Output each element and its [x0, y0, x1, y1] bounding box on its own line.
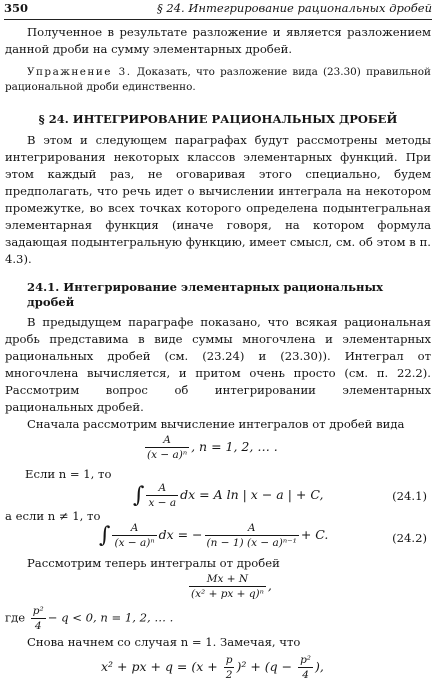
header-rule: [4, 19, 432, 20]
section-title: § 24. ИНТЕГРИРОВАНИЕ РАЦИОНАЛЬНЫХ ДРОБЕЙ: [38, 112, 398, 126]
subsection-para-1: В предыдущем параграфе показано, что всякая рациональная дробь представима в виде суммы многочлена и элементарных рациональных дробей (см. (23.24) и (23.30)). Интеграл от многочлена вычисляется, и притом очень просто (см. п. 22.2). Рассмотрим вопрос об интегрировании элементарных рациональных дробей.: [5, 315, 431, 414]
square-p2-numerator: p²: [300, 654, 312, 666]
page-body: [5, 24, 431, 685]
exercise-text: Доказать, что разложение вида (23.30) правильной рациональной дроби единственно.: [5, 66, 431, 93]
formula-24-1: [5, 467, 431, 507]
eq1-numerator: A: [158, 482, 167, 494]
formula-24-2: [5, 507, 431, 553]
line-integrals: Рассмотрим теперь интегралы от дробей: [27, 556, 280, 570]
running-header: [4, 0, 432, 17]
frac2-numerator: Mx + N: [206, 573, 249, 585]
formula-complete-square: [5, 651, 431, 685]
equation-number-24-2: (24.2): [392, 531, 427, 545]
eq1-denominator: x − a: [148, 497, 177, 509]
frac2-tail: ,: [267, 578, 272, 593]
where-frac-denominator: 4: [31, 618, 46, 633]
formula-condition: [5, 604, 431, 634]
running-title: § 24. Интегрирование рациональных дробей: [157, 1, 432, 15]
square-p-denominator: 2: [224, 667, 235, 682]
where-tail: − q < 0, n = 1, 2, … .: [47, 610, 174, 625]
equation-number-24-1: (24.1): [392, 489, 427, 503]
formula-elementary-fraction: [5, 433, 431, 467]
integral-sign-2: ∫: [99, 523, 111, 548]
frac1-numerator: A: [163, 434, 171, 446]
eq2-numerator-left: A: [130, 522, 139, 534]
case-n-equals-1: Если n = 1, то: [25, 467, 112, 481]
where-lead: где: [5, 610, 26, 625]
exercise-3: [5, 65, 431, 95]
frac1-denominator: (x − a)ⁿ: [147, 449, 188, 461]
frac1-tail: , n = 1, 2, … .: [191, 439, 278, 454]
case-n-not-1: а если n ≠ 1, то: [5, 509, 101, 523]
paragraph-top: Полученное в результате разложение и является разложением данной дроби на сумму элементарных дробей.: [5, 25, 431, 56]
square-lhs: x² + px + q = (x +: [101, 659, 222, 674]
square-middle: )² + (q −: [236, 659, 297, 674]
where-frac-numerator: p²: [32, 605, 44, 617]
eq2-tail: + C.: [300, 527, 329, 542]
square-tail: ),: [315, 659, 324, 674]
eq2-denominator-right: (n − 1) (x − a)ⁿ⁻¹: [206, 537, 297, 549]
line-again: Снова начнем со случая n = 1. Замечая, что: [27, 635, 301, 649]
eq2-middle: dx = −: [158, 527, 203, 542]
exercise-label: Упражнение 3.: [27, 66, 132, 78]
square-p-numerator: p: [225, 654, 233, 666]
square-p2-denominator: 4: [298, 667, 313, 682]
section-intro: В этом и следующем параграфах будут рассмотрены методы интегрирования некоторых классов элементарных функций. При этом каждый раз, не оговаривая этого специально, будем предполагать, что речь идет о вычислении интеграла на некотором промежутке, во всех точках которого определена подынтегральная элементарная функция (иначе говоря, на котором формула задающая подынтегральную функцию, имеет смысл, см. об этом в п. 4.3).: [5, 133, 431, 266]
subsection-para-2: Сначала рассмотрим вычисление интегралов от дробей вида: [27, 417, 405, 431]
eq1-rhs: dx = A ln | x − a | + C,: [180, 487, 324, 502]
integral-sign-1: ∫: [133, 483, 145, 508]
eq2-numerator-right: A: [247, 522, 256, 534]
eq2-denominator-left: (x − a)ⁿ: [114, 537, 155, 549]
page-number: 350: [4, 1, 29, 15]
formula-quadratic-fraction: [5, 572, 431, 604]
frac2-denominator: (x² + px + q)ⁿ: [191, 588, 264, 600]
subsection-title: 24.1. Интегрирование элементарных рациональных дробей: [27, 280, 384, 309]
